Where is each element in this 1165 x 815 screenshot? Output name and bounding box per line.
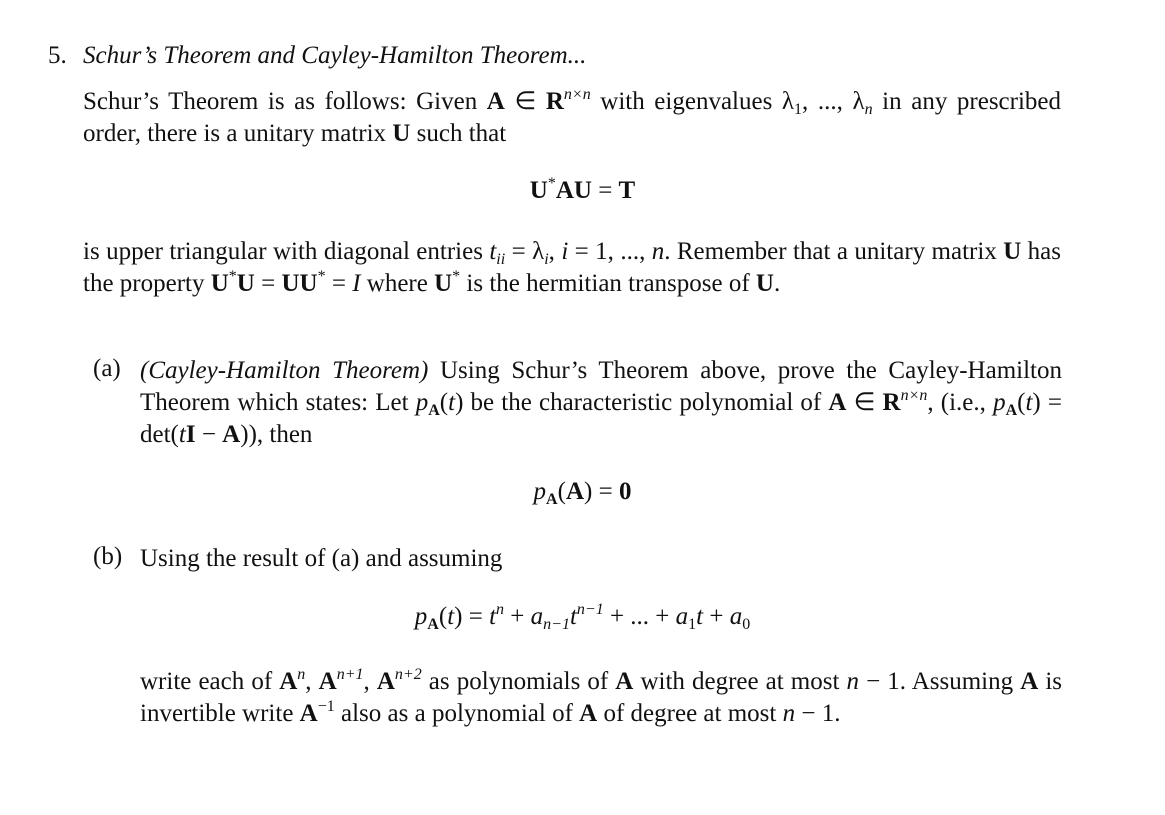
part-b-intro: Using the result of (a) and assuming [140, 545, 503, 572]
part-a-text: (Cayley-Hamilton Theorem) Using Schur’s Theorem above, prove the Cayley-Hamilton Theorem which states: Let $p_A(t)$ be the characteristic polynomial of A ∈ $R^{n\times n}$, (i.e., $p_A(t) = \det(tI - A)$), then [140, 357, 1062, 448]
intro-paragraph-1: Schur’s Theorem is as follows: Given A ∈ $R^{n\times n}$ with eigenvalues $\lambda_1$, ..., $\lambda_n$ in any prescribed order, there is a unitary matrix U such that [83, 86, 1062, 147]
part-b-text: write each of $A^n$, $A^{n+1}$, $A^{n+2}$ as polynomials of A with degree at most n − 1. Assuming A is invertible write $A^{-1}$ also as a polynomial of A of degree at most n − 1. [140, 666, 1063, 727]
problem-number: 5. [48, 42, 67, 69]
intro-paragraph-2: is upper triangular with diagonal entries $t_{ii} = \lambda_i$, i = 1, ..., n. Remember that a unitary matrix U has the property U*U = UU* = I where U* is the hermitian transpose of U. [83, 238, 1062, 297]
problem-title: Schur’s Theorem and Cayley-Hamilton Theorem... [83, 42, 587, 69]
schur-equation: U*AU = T [529, 175, 636, 204]
part-b-label: (b) [93, 543, 123, 570]
cayley-hamilton-equation: $p_A(A) = 0$ [533, 478, 632, 508]
characteristic-polynomial-equation: $p_A(t) = t^n + a_{n-1}t^{n-1}$ + ... + $a_1t + a_0$ [414, 601, 751, 633]
part-a-label: (a) [93, 355, 121, 382]
